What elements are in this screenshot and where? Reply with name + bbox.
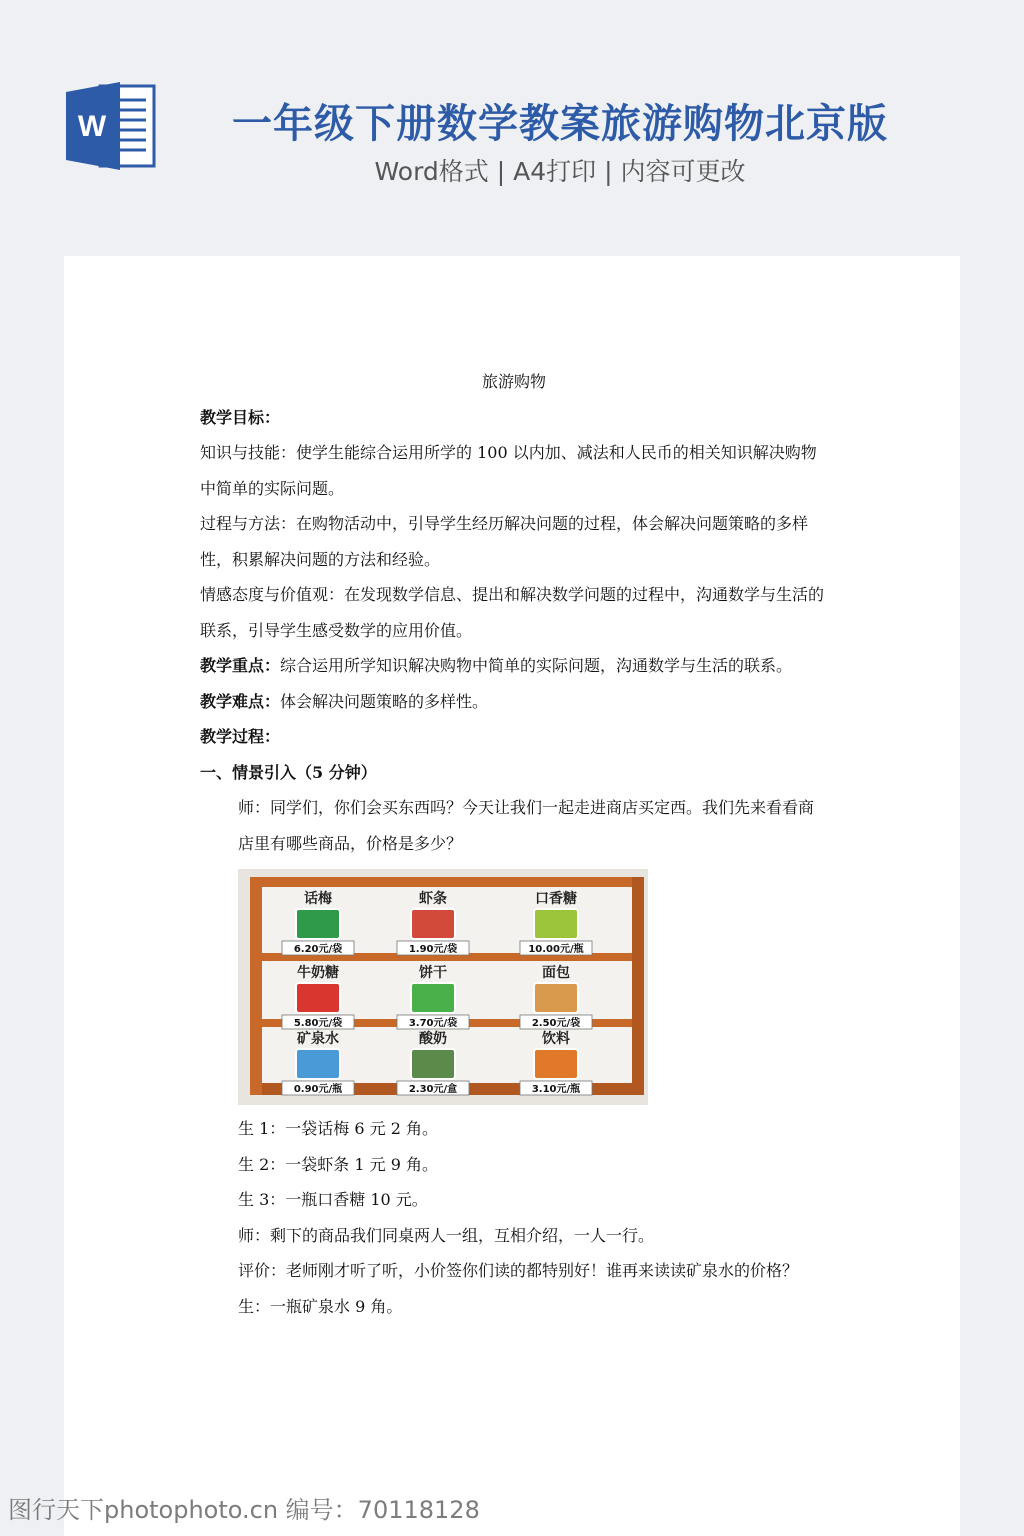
comment-line: 评价：老师刚才听了听，小价签你们读的都特别好！谁再来读读矿泉水的价格？ [238, 1261, 799, 1280]
shop-shelf-image [238, 869, 648, 1105]
goal-process: 过程与方法：在购物活动中，引导学生经历解决问题的过程，体会解决问题策略的多样性，积累解决问题的方法和经验。 [200, 514, 809, 569]
process-heading: 教学过程： [200, 727, 281, 746]
price-label: 10.00元/瓶 [528, 944, 584, 955]
teacher-line-1: 师：同学们，你们会买东西吗？今天让我们一起走进商店买定西。我们先来看看商店里有哪些商品，价格是多少？ [238, 798, 815, 853]
difficulty-text: 体会解决问题策略的多样性。 [280, 691, 489, 711]
product-package [534, 983, 578, 1013]
student-line-2: 生 2：一袋虾条 1 元 9 角。 [238, 1154, 438, 1174]
page-title: 一年级下册数学教案旅游购物北京版 [232, 101, 888, 147]
shelf-item-name: 饼干 [419, 965, 447, 981]
section-heading: 一、情景引入（5 分钟） [200, 762, 377, 782]
shelf-item-name: 面包 [542, 965, 570, 981]
product-package [296, 983, 340, 1013]
logo-letter: W [77, 110, 107, 143]
shelf-item-name: 牛奶糖 [297, 965, 339, 981]
price-label: 3.70元/袋 [408, 1018, 458, 1029]
shelf-item-name: 饮料 [542, 1031, 570, 1047]
goal-attitude: 情感态度与价值观：在发现数学信息、提出和解决数学问题的过程中，沟通数学与生活的联系，引导学生感受数学的应用价值。 [200, 585, 825, 640]
word-logo-icon [64, 80, 156, 172]
product-package [411, 983, 455, 1013]
product-package [296, 909, 340, 939]
teacher-line-2: 师：剩下的商品我们同桌两人一组，互相介绍，一人一行。 [238, 1225, 655, 1245]
student-line-3: 生 3：一瓶口香糖 10 元。 [238, 1190, 428, 1209]
key-point-label: 教学重点： [200, 656, 281, 675]
product-package [534, 1049, 578, 1079]
key-point-text: 综合运用所学知识解决购物中简单的实际问题，沟通数学与生活的联系。 [280, 656, 793, 675]
product-package [411, 909, 455, 939]
product-package [534, 909, 578, 939]
shelf-item-name: 酸奶 [419, 1031, 447, 1047]
watermark: 图行天下photophoto.cn 编号：70118128 [8, 1496, 480, 1524]
goals-heading: 教学目标： [200, 407, 281, 427]
document-page [64, 256, 960, 1536]
price-label: 2.30元/盒 [408, 1084, 458, 1095]
price-label: 2.50元/袋 [531, 1018, 581, 1029]
price-label: 5.80元/袋 [293, 1018, 343, 1029]
shelf-item-name: 矿泉水 [297, 1031, 339, 1047]
goal-knowledge: 知识与技能：使学生能综合运用所学的 100 以内加、减法和人民币的相关知识解决购物中简单的实际问题。 [200, 443, 817, 498]
shelf-illustration [238, 869, 648, 1105]
document-title: 旅游购物 [481, 372, 546, 391]
shelf-item-name: 话梅 [304, 891, 332, 907]
shelf-item-name: 口香糖 [535, 891, 577, 907]
document-content [200, 364, 828, 1324]
price-label: 0.90元/瓶 [293, 1084, 343, 1095]
shelf-item-name: 虾条 [419, 891, 447, 907]
page-subtitle: Word格式 | A4打印 | 内容可更改 [374, 157, 746, 186]
difficulty-point [200, 684, 828, 720]
difficulty-label: 教学难点： [200, 691, 281, 711]
price-label: 3.10元/瓶 [531, 1084, 581, 1095]
student-line-4: 生：一瓶矿泉水 9 角。 [238, 1296, 403, 1316]
price-label: 6.20元/袋 [293, 944, 343, 955]
product-package [411, 1049, 455, 1079]
product-package [296, 1049, 340, 1079]
student-line-1: 生 1：一袋话梅 6 元 2 角。 [238, 1119, 438, 1138]
price-label: 1.90元/袋 [408, 944, 458, 955]
key-point [200, 648, 828, 684]
